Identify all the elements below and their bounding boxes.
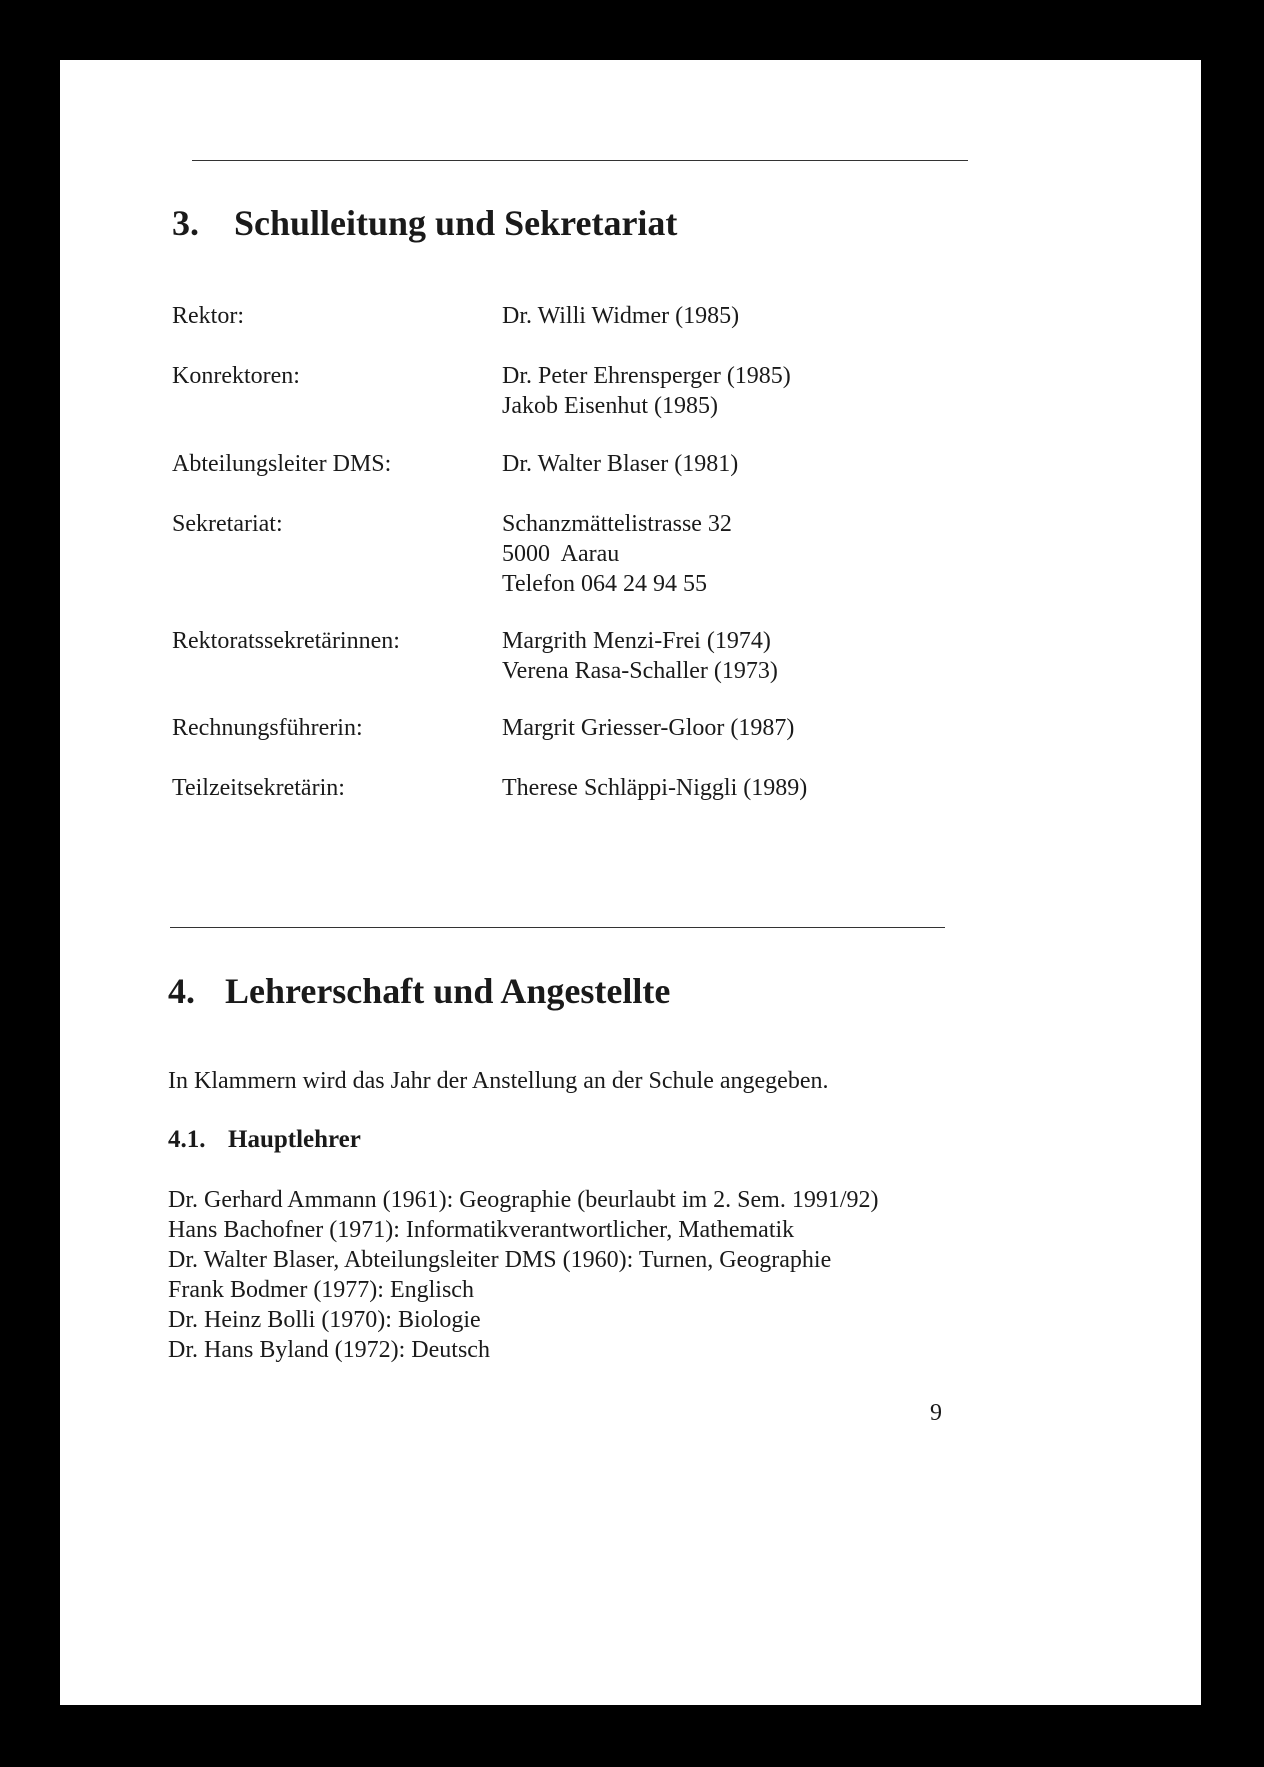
section-3-title: Schulleitung und Sekretariat xyxy=(234,203,678,243)
subsection-4-1-heading xyxy=(168,1126,361,1154)
teacher-entry: Dr. Heinz Bolli (1970): Biologie xyxy=(168,1307,481,1333)
page-number: 9 xyxy=(930,1400,942,1426)
section-4-intro: In Klammern wird das Jahr der Anstellung an der Schule angegeben. xyxy=(168,1068,829,1094)
label-sekretariat: Sekretariat: xyxy=(172,511,283,537)
value-konrektor-1: Dr. Peter Ehrensperger (1985) xyxy=(502,363,791,389)
value-teilzeitsekretaerin: Therese Schläppi-Niggli (1989) xyxy=(502,775,808,801)
subsection-4-1-title: Hauptlehrer xyxy=(228,1126,361,1153)
section-divider xyxy=(170,927,945,928)
value-rechnungsfuehrerin: Margrit Griesser-Gloor (1987) xyxy=(502,715,795,741)
value-abteilungsleiter: Dr. Walter Blaser (1981) xyxy=(502,451,739,477)
value-sekretariat-street: Schanzmättelistrasse 32 xyxy=(502,511,732,537)
value-rektor: Dr. Willi Widmer (1985) xyxy=(502,303,740,329)
section-3-number: 3. xyxy=(172,203,199,243)
value-konrektor-2: Jakob Eisenhut (1985) xyxy=(502,393,718,419)
subsection-4-1-number: 4.1. xyxy=(168,1126,206,1153)
label-rechnungsfuehrerin: Rechnungsführerin: xyxy=(172,715,363,741)
value-sekretariat-phone: Telefon 064 24 94 55 xyxy=(502,571,707,597)
section-divider xyxy=(192,160,968,161)
section-4-number: 4. xyxy=(168,971,195,1011)
label-teilzeitsekretaerin: Teilzeitsekretärin: xyxy=(172,775,345,801)
value-rektoratssekretaerin-1: Margrith Menzi-Frei (1974) xyxy=(502,628,771,654)
value-rektoratssekretaerin-2: Verena Rasa-Schaller (1973) xyxy=(502,658,778,684)
teacher-entry: Frank Bodmer (1977): Englisch xyxy=(168,1277,474,1303)
section-4-title: Lehrerschaft und Angestellte xyxy=(225,971,671,1011)
teacher-entry: Hans Bachofner (1971): Informatikverantwortlicher, Mathematik xyxy=(168,1217,795,1243)
value-sekretariat-city: 5000 Aarau xyxy=(502,541,620,567)
teacher-entry: Dr. Gerhard Ammann (1961): Geographie (beurlaubt im 2. Sem. 1991/92) xyxy=(168,1187,879,1213)
section-4-heading xyxy=(168,970,670,1012)
teacher-entry: Dr. Walter Blaser, Abteilungsleiter DMS (1960): Turnen, Geographie xyxy=(168,1247,832,1273)
teacher-entry: Dr. Hans Byland (1972): Deutsch xyxy=(168,1337,490,1363)
label-konrektoren: Konrektoren: xyxy=(172,363,300,389)
label-rektoratssekretaerinnen: Rektoratssekretärinnen: xyxy=(172,628,400,654)
document-page xyxy=(60,60,1201,1705)
section-3-heading xyxy=(172,202,677,244)
label-rektor: Rektor: xyxy=(172,303,244,329)
label-abteilungsleiter: Abteilungsleiter DMS: xyxy=(172,451,392,477)
